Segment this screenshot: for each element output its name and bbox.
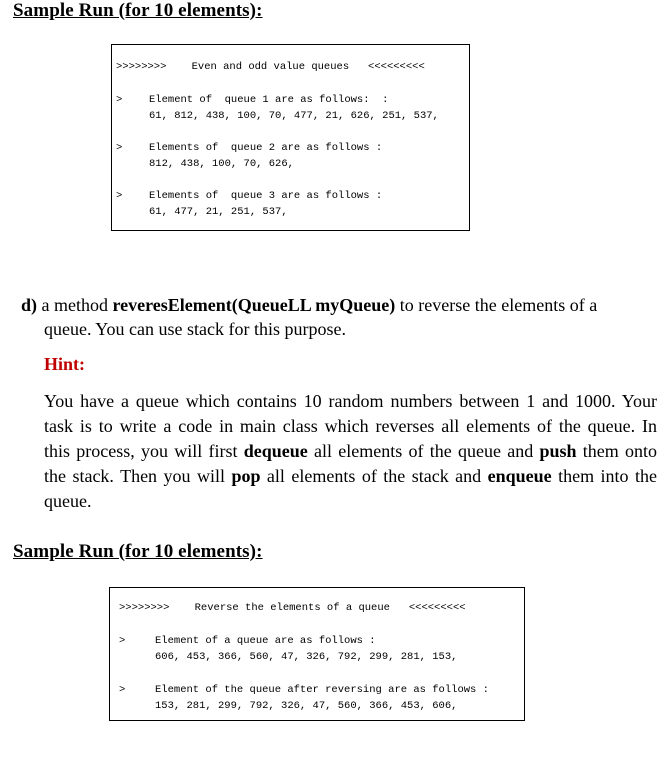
hint-text: the stack. Then you will bbox=[44, 466, 232, 486]
section-text: to reverse the elements of a bbox=[395, 295, 598, 315]
console-line-title: Element of a queue are as follows : bbox=[155, 635, 376, 647]
hint-line: queue. bbox=[44, 491, 92, 511]
keyword-push: push bbox=[539, 441, 577, 461]
hint-text: all elements of the stack and bbox=[260, 466, 488, 486]
hint-text: all elements of the queue and bbox=[307, 441, 540, 461]
section-text-line2: queue. You can use stack for this purpose. bbox=[44, 319, 346, 339]
console-header: >>>>>>>> Reverse the elements of a queue <<<<<<<<< bbox=[119, 602, 466, 614]
console-prompt: > bbox=[116, 190, 123, 202]
hint-text: them onto bbox=[576, 441, 657, 461]
hint-text: this process, you will first bbox=[44, 441, 244, 461]
console-prompt: > bbox=[119, 635, 126, 647]
console-prompt: > bbox=[119, 684, 126, 696]
hint-line: You have a queue which contains 10 random numbers between 1 and 1000. Your bbox=[44, 391, 657, 411]
console-line-values: 153, 281, 299, 792, 326, 47, 560, 366, 453, 606, bbox=[155, 700, 458, 712]
hint-text: them into the bbox=[551, 466, 657, 486]
sample-run-heading: Sample Run (for 10 elements): bbox=[13, 0, 263, 21]
console-line-title: Elements of queue 3 are as follows : bbox=[149, 190, 383, 202]
method-signature: reveresElement(QueueLL myQueue) bbox=[112, 295, 396, 315]
console-line-title: Element of the queue after reversing are as follows : bbox=[155, 684, 489, 696]
console-line-title: Element of queue 1 are as follows: : bbox=[149, 94, 389, 106]
console-prompt: > bbox=[116, 94, 123, 106]
console-line-title: Elements of queue 2 are as follows : bbox=[149, 142, 383, 154]
console-output-box bbox=[111, 44, 470, 231]
section-text: a method bbox=[37, 295, 113, 315]
console-header: >>>>>>>> Even and odd value queues <<<<<<<<< bbox=[116, 61, 425, 73]
console-output-box bbox=[109, 587, 525, 721]
keyword-dequeue: dequeue bbox=[243, 441, 308, 461]
keyword-enqueue: enqueue bbox=[487, 466, 552, 486]
console-line-values: 606, 453, 366, 560, 47, 326, 792, 299, 281, 153, bbox=[155, 651, 458, 663]
hint-paragraph bbox=[44, 389, 657, 514]
console-prompt: > bbox=[116, 142, 123, 154]
keyword-pop: pop bbox=[231, 466, 261, 486]
hint-line bbox=[44, 439, 657, 464]
sample-run-heading: Sample Run (for 10 elements): bbox=[13, 541, 263, 562]
hint-title: Hint: bbox=[44, 354, 86, 374]
console-line-values: 812, 438, 100, 70, 626, bbox=[149, 158, 294, 170]
console-line-values: 61, 812, 438, 100, 70, 477, 21, 626, 251, 537, bbox=[149, 110, 439, 122]
section-d-description bbox=[21, 293, 651, 341]
section-label: d) bbox=[21, 295, 38, 315]
console-line-values: 61, 477, 21, 251, 537, bbox=[149, 206, 288, 218]
hint-line bbox=[44, 464, 657, 489]
hint-line: task is to write a code in main class which reverses all elements of the queue. In bbox=[44, 416, 657, 436]
